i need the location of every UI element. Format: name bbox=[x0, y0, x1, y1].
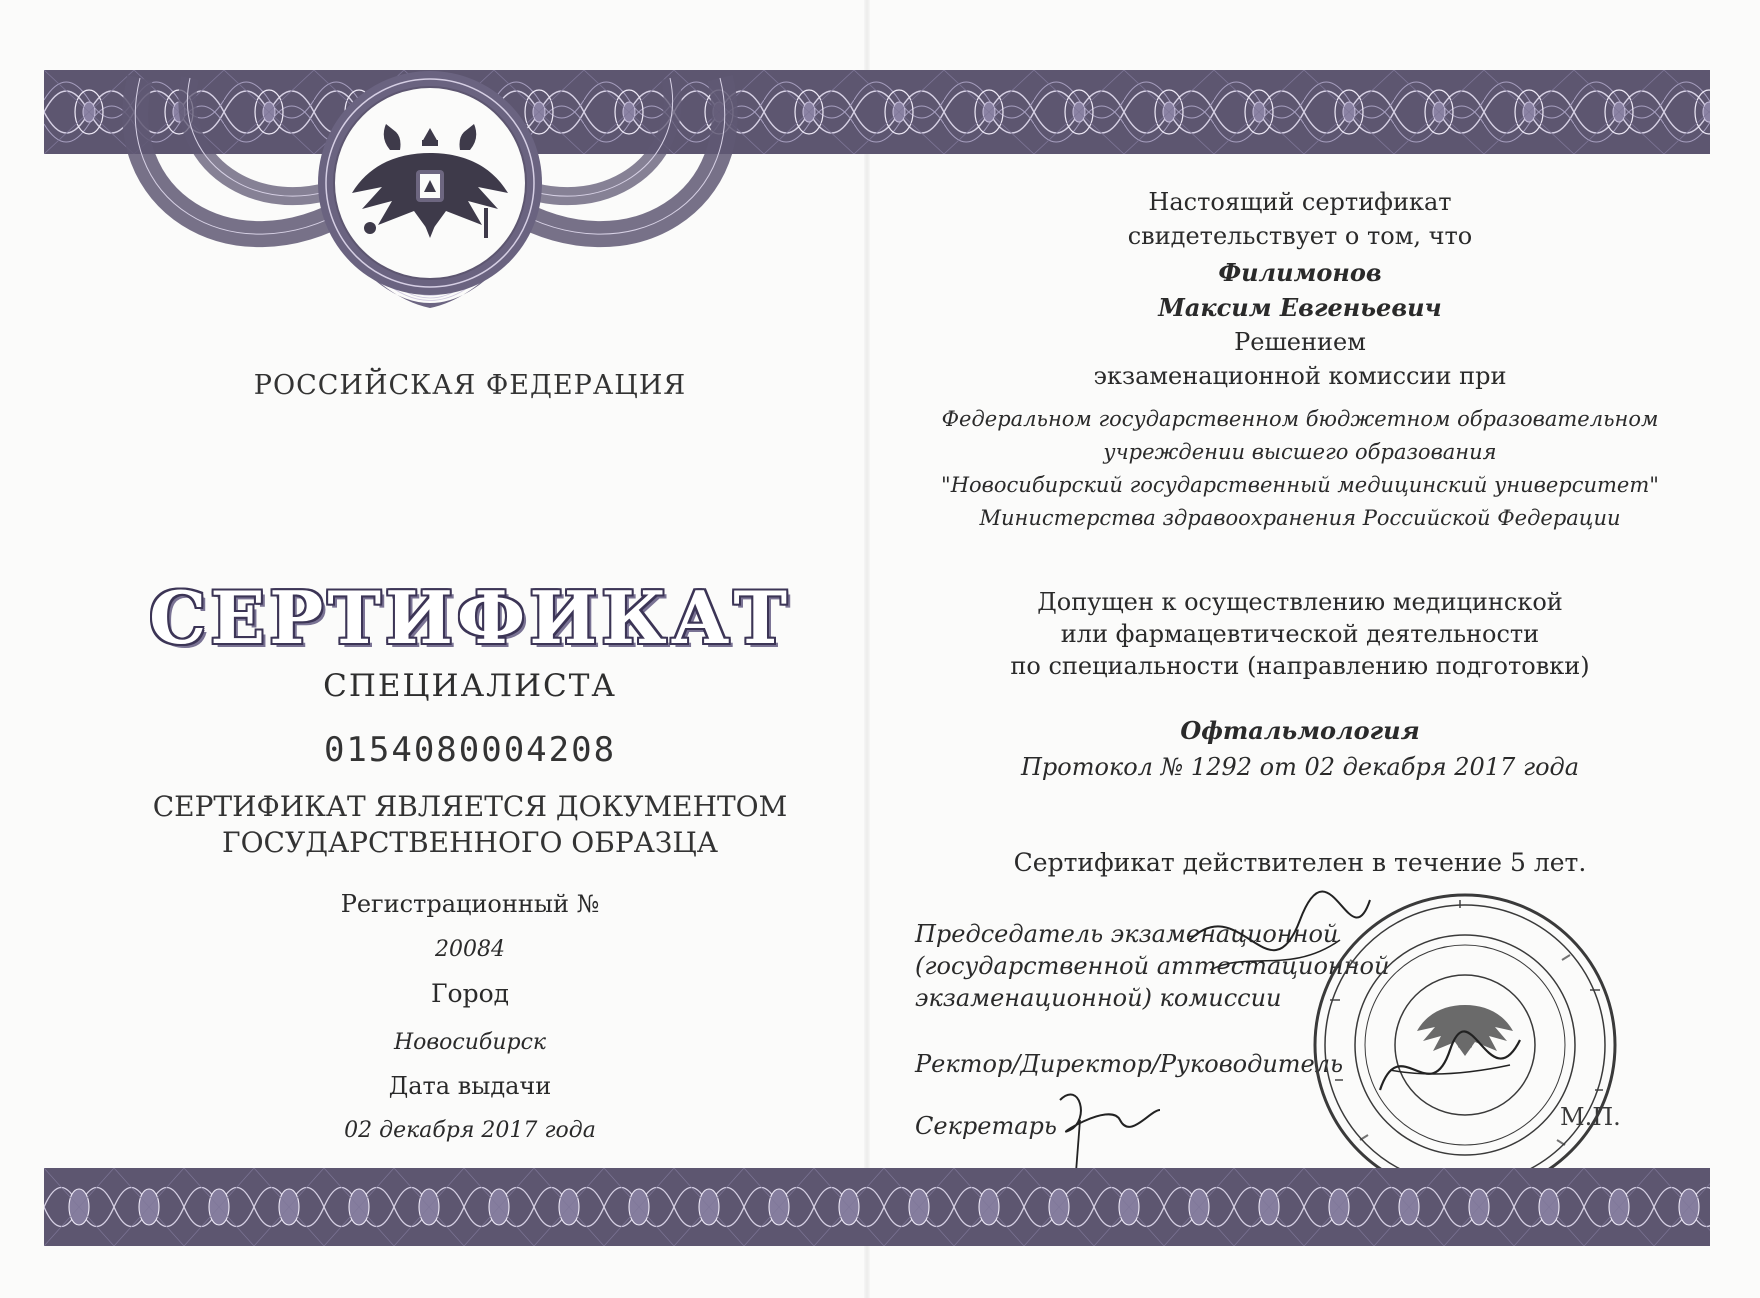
registration-label: Регистрационный № bbox=[340, 890, 600, 918]
rector-label: Ректор/Директор/Руководитель bbox=[915, 1050, 1344, 1078]
specialty: Офтальмология bbox=[1180, 716, 1420, 745]
institution-line3: "Новосибирский государственный медицинский университет" bbox=[941, 473, 1659, 497]
city-value: Новосибирск bbox=[393, 1030, 547, 1055]
intro-line1: Настоящий сертификат bbox=[1148, 188, 1452, 216]
holder-surname: Филимонов bbox=[1218, 258, 1382, 287]
rector-signature bbox=[1370, 1020, 1530, 1120]
issue-date-value: 02 декабря 2017 года bbox=[344, 1118, 596, 1143]
intro-line2: свидетельствует о том, что bbox=[1127, 222, 1473, 250]
decision-line1: Решением bbox=[1234, 328, 1366, 356]
certificate-subtitle: СПЕЦИАЛИСТА bbox=[323, 668, 617, 704]
guilloche-pattern-bottom bbox=[44, 1168, 1710, 1246]
chair-signature bbox=[1180, 880, 1380, 1020]
secretary-label: Секретарь bbox=[915, 1112, 1057, 1140]
admission-line2: или фармацевтической деятельности bbox=[1060, 620, 1540, 648]
chair-label-line1: Председатель экзаменационной bbox=[915, 920, 1339, 948]
admission-line1: Допущен к осуществлению медицинской bbox=[1037, 588, 1563, 616]
country-name: РОССИЙСКАЯ ФЕДЕРАЦИЯ bbox=[253, 370, 687, 401]
validity-note: Сертификат действителен в течение 5 лет. bbox=[1013, 848, 1587, 877]
institution-line2: учреждении высшего образования bbox=[1103, 440, 1497, 464]
chair-label-line3: экзаменационной) комиссии bbox=[915, 984, 1282, 1012]
institution-line4: Министерства здравоохранения Российской Федерации bbox=[979, 506, 1621, 530]
decision-line2: экзаменационной комиссии при bbox=[1093, 362, 1507, 390]
double-headed-eagle-icon bbox=[120, 58, 740, 363]
state-emblem bbox=[120, 58, 740, 363]
chair-label-line2: (государственной аттестационной bbox=[915, 952, 1390, 980]
certificate-title: СЕРТИФИКАТ bbox=[149, 575, 791, 660]
admission-line3: по специальности (направлению подготовки) bbox=[1010, 652, 1590, 680]
holder-name: Максим Евгеньевич bbox=[1158, 293, 1442, 322]
page-fold bbox=[864, 0, 870, 1298]
stamp-place-label: М.П. bbox=[1560, 1103, 1621, 1131]
certificate-number: 0154080004208 bbox=[323, 730, 617, 770]
status-note-line1: СЕРТИФИКАТ ЯВЛЯЕТСЯ ДОКУМЕНТОМ bbox=[152, 790, 788, 823]
institution-line1: Федеральном государственном бюджетном образовательном bbox=[941, 407, 1659, 431]
protocol: Протокол № 1292 от 02 декабря 2017 года bbox=[1020, 753, 1580, 781]
city-label: Город bbox=[430, 979, 510, 1008]
registration-value: 20084 bbox=[435, 937, 505, 962]
bottom-guilloche-band bbox=[44, 1168, 1710, 1246]
status-note-line2: ГОСУДАРСТВЕННОГО ОБРАЗЦА bbox=[222, 826, 718, 859]
issue-date-label: Дата выдачи bbox=[388, 1072, 552, 1100]
